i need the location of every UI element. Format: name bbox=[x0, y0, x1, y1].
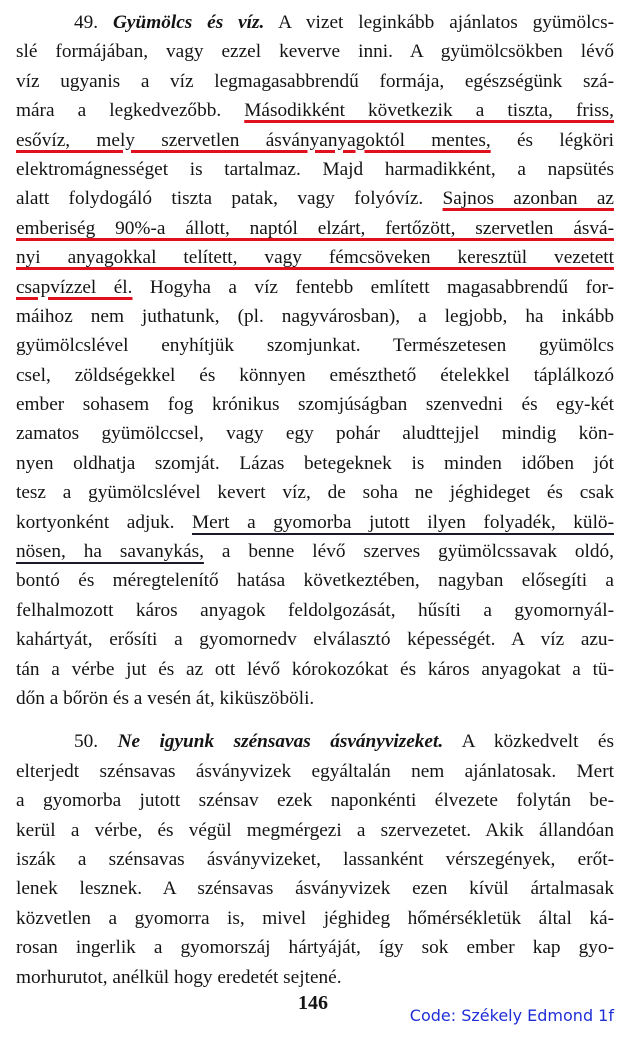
paragraph-49-line bbox=[16, 96, 614, 125]
paragraph-49-line: tán a vérbe jut és az ott lévő kórokozókat és káros anyagokat a tü- bbox=[16, 658, 614, 680]
text-span: és légköri bbox=[490, 129, 614, 151]
section-number: 49. bbox=[74, 12, 113, 33]
paragraph-49-line: nyen oldhatja szomját. Lázas betegeknek is minden időben jót bbox=[16, 452, 614, 474]
paragraph-spacer bbox=[16, 713, 614, 727]
text-span: Hogyha a víz fentebb említett magasabbrendű for- bbox=[132, 276, 614, 298]
paragraph-50-line: elterjedt szénsavas ásványvizek egyáltalán nem ajánlatosak. Mert bbox=[16, 760, 614, 782]
paragraph-50-line bbox=[16, 727, 614, 756]
paragraph-50-line: rosan ingerlik a gyomorszáj hártyáját, így sok ember kap gyo- bbox=[16, 937, 614, 959]
pen-underlined-text: Mert a gyomorba jutott ilyen folyadék, külö- bbox=[192, 511, 614, 533]
paragraph-49-line bbox=[16, 184, 614, 213]
section-title: Gyümölcs és víz. bbox=[113, 12, 265, 33]
red-highlighted-text: emberiség 90%-a állott, naptól elzárt, fertőzött, szervetlen ásvá- bbox=[16, 217, 614, 239]
paragraph-49-line: zamatos gyümölccsel, vagy egy pohár aludttejjel mindig kön- bbox=[16, 423, 614, 445]
red-highlighted-text: Másodikként következik a tiszta, friss, bbox=[244, 100, 614, 122]
paragraph-49-line: felhalmozott káros anyagok feldolgozását, hűsíti a gyomornyál- bbox=[16, 599, 614, 621]
text-span: A közkedvelt és bbox=[443, 731, 614, 753]
text-span: mára a legkedvezőbb. bbox=[16, 100, 245, 122]
page-number: 146 bbox=[298, 992, 328, 1014]
code-label: Code: Székely Edmond 1f bbox=[409, 1006, 614, 1025]
text-span: A vizet leginkább ajánlatos gyümölcs- bbox=[264, 12, 615, 33]
paragraph-49-line: elektromágnességet is tartalmaz. Majd harmadikként, a napsütés bbox=[16, 158, 614, 180]
paragraph-50-line: kerül a vérbe, és végül megmérgezi a szervezetet. Akik állandóan bbox=[16, 819, 614, 841]
paragraph-49-line bbox=[16, 537, 614, 566]
paragraph-49-line: kahártyát, erősíti a gyomornedv elválasztó képességét. A víz azu- bbox=[16, 629, 614, 651]
paragraph-49-line: csel, zöldségekkel és könnyen emészthető ételekkel táplálkozó bbox=[16, 364, 614, 386]
paragraph-49-line: víz ugyanis a víz legmagasabbrendű formája, egészségünk szá- bbox=[16, 70, 614, 92]
paragraph-49-line: máihoz nem juthatunk, (pl. nagyvárosban), a legjobb, ha inkább bbox=[16, 305, 614, 327]
paragraph-50-line: lenek lesznek. A szénsavas ásványvizek ezen kívül ártalmasak bbox=[16, 878, 614, 900]
paragraph-49-line: ember sohasem fog krónikus szomjúságban szenvedni és egy-két bbox=[16, 394, 614, 416]
paragraph-49-line bbox=[16, 126, 614, 155]
section-number: 50. bbox=[74, 731, 118, 753]
paragraph-50-line: a gyomorba jutott szénsav ezek naponkénti élvezete folytán be- bbox=[16, 790, 614, 812]
red-highlighted-text: Sajnos azonban az bbox=[442, 188, 614, 210]
paragraph-49-line: tesz a gyümölcslével kevert víz, de soha ne jéghideget és csak bbox=[16, 482, 614, 504]
paragraph-49-line bbox=[16, 243, 614, 272]
paragraph-49-line bbox=[16, 214, 614, 243]
book-page bbox=[16, 8, 614, 992]
paragraph-50-line: morhurutot, anélkül hogy eredetét sejtené. bbox=[16, 966, 342, 988]
paragraph-49-line: dőn a bőrön és a vesén át, kiküszöböli. bbox=[16, 687, 315, 709]
paragraph-49-line: bontó és méregtelenítő hatása következtében, nagyban elősegíti a bbox=[16, 570, 614, 592]
red-highlighted-text: nyi anyagokkal telített, vagy fémcsöveken keresztül vezetett bbox=[16, 247, 614, 269]
red-highlighted-text: esővíz, mely szervetlen ásványanyagoktól mentes, bbox=[16, 129, 491, 151]
text-span: alatt folydogáló tiszta patak, vagy folyóvíz. bbox=[16, 188, 443, 210]
section-title: Ne igyunk szénsavas ásványvizeket. bbox=[117, 731, 444, 753]
red-highlighted-text: csapvízzel él. bbox=[16, 276, 133, 298]
paragraph-49-line bbox=[16, 8, 614, 37]
paragraph-49-line: gyümölcslével enyhítjük szomjunkat. Természetesen gyümölcs bbox=[16, 335, 614, 357]
paragraph-50-line: közvetlen a gyomorra is, mivel jéghideg hőmérsékletük által ká- bbox=[16, 907, 614, 929]
paragraph-50-line: iszák a szénsavas ásványvizeket, lassanként vérszegények, erőt- bbox=[16, 848, 614, 870]
paragraph-49-line: slé formájában, vagy ezzel keverve inni. A gyümölcsökben lévő bbox=[16, 41, 614, 63]
paragraph-49-line bbox=[16, 508, 614, 537]
text-span: a benne lévő szerves gyümölcssavak oldó, bbox=[203, 541, 614, 563]
text-span: kortyonként adjuk. bbox=[16, 511, 193, 533]
paragraph-49-line bbox=[16, 273, 614, 302]
pen-underlined-text: nösen, ha savanykás, bbox=[16, 541, 204, 563]
